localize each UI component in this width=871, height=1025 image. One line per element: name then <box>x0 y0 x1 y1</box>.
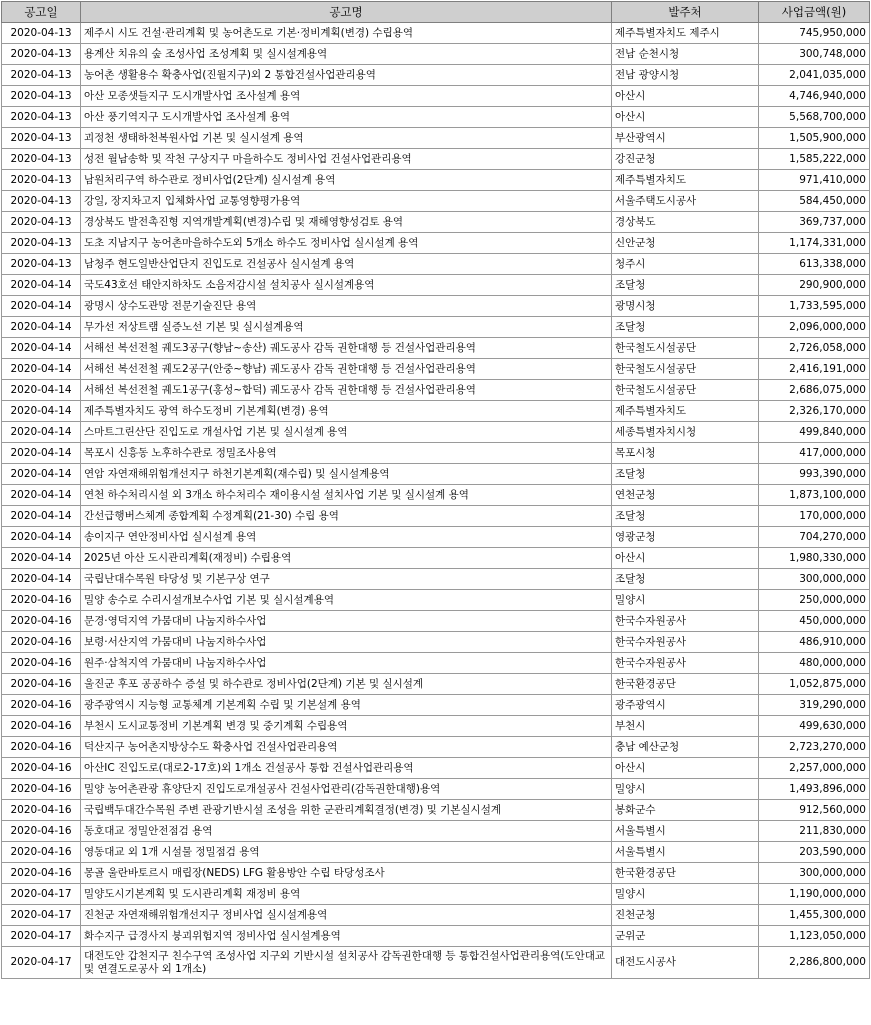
table-row[interactable] <box>2 716 870 737</box>
cell-amount[interactable]: 2,723,270,000 <box>759 737 870 758</box>
cell-client[interactable]: 청주시 <box>612 254 759 275</box>
table-row[interactable] <box>2 905 870 926</box>
cell-title[interactable]: 화수지구 급경사지 붕괴위험지역 정비사업 실시설계용역 <box>81 926 612 947</box>
announcement-table <box>1 1 870 979</box>
cell-title[interactable]: 남원처리구역 하수관로 정비사업(2단계) 실시설계 용역 <box>81 170 612 191</box>
cell-date[interactable]: 2020-04-16 <box>2 758 81 779</box>
cell-title[interactable]: 2025년 아산 도시관리계획(재정비) 수립용역 <box>81 548 612 569</box>
table-row[interactable] <box>2 443 870 464</box>
cell-amount[interactable]: 1,455,300,000 <box>759 905 870 926</box>
cell-amount[interactable]: 450,000,000 <box>759 611 870 632</box>
cell-title[interactable]: 밀양 농어촌관광 휴양단지 진입도로개설공사 건설사업관리(감독권한대행)용역 <box>81 779 612 800</box>
cell-client[interactable]: 조달청 <box>612 464 759 485</box>
cell-client[interactable]: 아산시 <box>612 548 759 569</box>
cell-date[interactable]: 2020-04-16 <box>2 632 81 653</box>
cell-amount[interactable]: 704,270,000 <box>759 527 870 548</box>
table-row[interactable] <box>2 65 870 86</box>
cell-amount[interactable]: 1,123,050,000 <box>759 926 870 947</box>
cell-date[interactable]: 2020-04-14 <box>2 401 81 422</box>
cell-client[interactable]: 조달청 <box>612 569 759 590</box>
table-row[interactable] <box>2 842 870 863</box>
cell-date[interactable]: 2020-04-14 <box>2 569 81 590</box>
table-row[interactable] <box>2 590 870 611</box>
cell-client[interactable]: 충남 예산군청 <box>612 737 759 758</box>
cell-client[interactable]: 부산광역시 <box>612 128 759 149</box>
table-row[interactable] <box>2 23 870 44</box>
cell-date[interactable]: 2020-04-13 <box>2 233 81 254</box>
table-row[interactable] <box>2 296 870 317</box>
cell-title[interactable]: 용계산 치유의 숲 조성사업 조성계획 및 실시설계용역 <box>81 44 612 65</box>
table-row[interactable] <box>2 401 870 422</box>
cell-title[interactable]: 아산IC 진입도로(대로2-17호)외 1개소 건설공사 통합 건설사업관리용역 <box>81 758 612 779</box>
cell-title[interactable]: 연천 하수처리시설 외 3개소 하수처리수 재이용시설 설치사업 기본 및 실시설계 용역 <box>81 485 612 506</box>
cell-date[interactable]: 2020-04-13 <box>2 65 81 86</box>
cell-date[interactable]: 2020-04-16 <box>2 779 81 800</box>
header-client[interactable]: 발주처 <box>612 2 759 23</box>
cell-client[interactable]: 밀양시 <box>612 590 759 611</box>
cell-title[interactable]: 강일, 장지차고지 입체화사업 교통영향평가용역 <box>81 191 612 212</box>
cell-client[interactable]: 한국수자원공사 <box>612 632 759 653</box>
cell-date[interactable]: 2020-04-14 <box>2 506 81 527</box>
cell-date[interactable]: 2020-04-14 <box>2 296 81 317</box>
cell-amount[interactable]: 300,000,000 <box>759 863 870 884</box>
table-row[interactable] <box>2 506 870 527</box>
cell-date[interactable]: 2020-04-13 <box>2 212 81 233</box>
table-row[interactable] <box>2 317 870 338</box>
cell-client[interactable]: 서울특별시 <box>612 821 759 842</box>
cell-title[interactable]: 남청주 현도일반산업단지 진입도로 건설공사 실시설계 용역 <box>81 254 612 275</box>
cell-amount[interactable]: 290,900,000 <box>759 275 870 296</box>
table-row[interactable] <box>2 758 870 779</box>
table-header <box>2 2 870 23</box>
cell-client[interactable]: 제주특별자치도 <box>612 401 759 422</box>
cell-client[interactable]: 아산시 <box>612 758 759 779</box>
cell-date[interactable]: 2020-04-13 <box>2 191 81 212</box>
cell-title[interactable]: 농어촌 생활용수 확충사업(진월지구)외 2 통합건설사업관리용역 <box>81 65 612 86</box>
cell-client[interactable]: 밀양시 <box>612 779 759 800</box>
cell-title[interactable]: 서해선 복선전철 궤도3공구(향남~송산) 궤도공사 감독 권한대행 등 건설사업관리용역 <box>81 338 612 359</box>
cell-amount[interactable]: 1,505,900,000 <box>759 128 870 149</box>
cell-title[interactable]: 간선급행버스체계 종합계획 수정계획(21-30) 수립 용역 <box>81 506 612 527</box>
table-row[interactable] <box>2 422 870 443</box>
table-row[interactable] <box>2 191 870 212</box>
cell-amount[interactable]: 300,000,000 <box>759 569 870 590</box>
cell-date[interactable]: 2020-04-14 <box>2 422 81 443</box>
cell-client[interactable]: 아산시 <box>612 107 759 128</box>
cell-title[interactable]: 밀양 송수로 수리시설개보수사업 기본 및 실시설계용역 <box>81 590 612 611</box>
cell-client[interactable]: 경상북도 <box>612 212 759 233</box>
cell-amount[interactable]: 203,590,000 <box>759 842 870 863</box>
cell-title[interactable]: 문경·영덕지역 가뭄대비 나눔지하수사업 <box>81 611 612 632</box>
cell-date[interactable]: 2020-04-14 <box>2 317 81 338</box>
cell-title[interactable]: 무가선 저상트램 실증노선 기본 및 실시설계용역 <box>81 317 612 338</box>
cell-date[interactable]: 2020-04-13 <box>2 44 81 65</box>
cell-title[interactable]: 대전도안 갑천지구 친수구역 조성사업 지구외 기반시설 설치공사 감독권한대행 등 통합건설사업관리용역(도안대교 및 연결도로공사 외 1개소) <box>81 947 612 979</box>
cell-client[interactable]: 강진군청 <box>612 149 759 170</box>
cell-amount[interactable]: 1,493,896,000 <box>759 779 870 800</box>
cell-amount[interactable]: 993,390,000 <box>759 464 870 485</box>
table-row[interactable] <box>2 947 870 979</box>
cell-date[interactable]: 2020-04-17 <box>2 947 81 979</box>
table-row[interactable] <box>2 380 870 401</box>
cell-title[interactable]: 영동대교 외 1개 시설물 정밀점검 용역 <box>81 842 612 863</box>
cell-title[interactable]: 동호대교 정밀안전점검 용역 <box>81 821 612 842</box>
cell-amount[interactable]: 912,560,000 <box>759 800 870 821</box>
table-row[interactable] <box>2 44 870 65</box>
table-row[interactable] <box>2 695 870 716</box>
cell-title[interactable]: 몽골 울란바토르시 매립장(NEDS) LFG 활용방안 수립 타당성조사 <box>81 863 612 884</box>
cell-date[interactable]: 2020-04-16 <box>2 842 81 863</box>
cell-date[interactable]: 2020-04-14 <box>2 359 81 380</box>
cell-client[interactable]: 광명시청 <box>612 296 759 317</box>
cell-date[interactable]: 2020-04-16 <box>2 821 81 842</box>
cell-amount[interactable]: 319,290,000 <box>759 695 870 716</box>
cell-date[interactable]: 2020-04-17 <box>2 884 81 905</box>
cell-amount[interactable]: 486,910,000 <box>759 632 870 653</box>
table-row[interactable] <box>2 779 870 800</box>
cell-title[interactable]: 국립백두대간수목원 주변 관광기반시설 조성을 위한 군관리계획결정(변경) 및 기본실시설계 <box>81 800 612 821</box>
cell-date[interactable]: 2020-04-13 <box>2 107 81 128</box>
cell-title[interactable]: 원주·삼척지역 가뭄대비 나눔지하수사업 <box>81 653 612 674</box>
table-row[interactable] <box>2 821 870 842</box>
cell-amount[interactable]: 1,190,000,000 <box>759 884 870 905</box>
cell-amount[interactable]: 170,000,000 <box>759 506 870 527</box>
table-row[interactable] <box>2 611 870 632</box>
cell-title[interactable]: 서해선 복선전철 궤도2공구(안중~향남) 궤도공사 감독 권한대행 등 건설사업관리용역 <box>81 359 612 380</box>
cell-amount[interactable]: 2,416,191,000 <box>759 359 870 380</box>
cell-client[interactable]: 제주특별자치도 제주시 <box>612 23 759 44</box>
header-row <box>2 2 870 23</box>
table-row[interactable] <box>2 569 870 590</box>
cell-client[interactable]: 신안군청 <box>612 233 759 254</box>
table-row[interactable] <box>2 107 870 128</box>
cell-title[interactable]: 울진군 후포 공공하수 증설 및 하수관로 정비사업(2단계) 기본 및 실시설계 <box>81 674 612 695</box>
cell-amount[interactable]: 2,686,075,000 <box>759 380 870 401</box>
cell-title[interactable]: 도초 지남지구 농어촌마을하수도외 5개소 하수도 정비사업 실시설계 용역 <box>81 233 612 254</box>
header-title[interactable]: 공고명 <box>81 2 612 23</box>
cell-client[interactable]: 연천군청 <box>612 485 759 506</box>
cell-client[interactable]: 서울주택도시공사 <box>612 191 759 212</box>
cell-date[interactable]: 2020-04-16 <box>2 716 81 737</box>
cell-client[interactable]: 진천군청 <box>612 905 759 926</box>
header-date[interactable]: 공고일 <box>2 2 81 23</box>
table-row[interactable] <box>2 464 870 485</box>
cell-date[interactable]: 2020-04-14 <box>2 464 81 485</box>
table-row[interactable] <box>2 653 870 674</box>
table-row[interactable] <box>2 632 870 653</box>
cell-date[interactable]: 2020-04-16 <box>2 800 81 821</box>
cell-amount[interactable]: 2,041,035,000 <box>759 65 870 86</box>
cell-date[interactable]: 2020-04-16 <box>2 695 81 716</box>
cell-amount[interactable]: 2,257,000,000 <box>759 758 870 779</box>
table-row[interactable] <box>2 233 870 254</box>
cell-date[interactable]: 2020-04-13 <box>2 23 81 44</box>
cell-client[interactable]: 군위군 <box>612 926 759 947</box>
cell-date[interactable]: 2020-04-16 <box>2 611 81 632</box>
cell-date[interactable]: 2020-04-14 <box>2 443 81 464</box>
cell-client[interactable]: 세종특별자치시청 <box>612 422 759 443</box>
cell-title[interactable]: 보령·서산지역 가뭄대비 나눔지하수사업 <box>81 632 612 653</box>
cell-amount[interactable]: 2,726,058,000 <box>759 338 870 359</box>
cell-client[interactable]: 서울특별시 <box>612 842 759 863</box>
cell-amount[interactable]: 5,568,700,000 <box>759 107 870 128</box>
cell-amount[interactable]: 1,052,875,000 <box>759 674 870 695</box>
cell-client[interactable]: 한국환경공단 <box>612 674 759 695</box>
cell-amount[interactable]: 499,630,000 <box>759 716 870 737</box>
cell-date[interactable]: 2020-04-17 <box>2 926 81 947</box>
cell-amount[interactable]: 250,000,000 <box>759 590 870 611</box>
table-row[interactable] <box>2 926 870 947</box>
cell-title[interactable]: 괴정천 생태하천복원사업 기본 및 실시설계 용역 <box>81 128 612 149</box>
cell-title[interactable]: 연암 자연재해위험개선지구 하천기본계획(재수립) 및 실시설계용역 <box>81 464 612 485</box>
cell-title[interactable]: 서해선 복선전철 궤도1공구(홍성~합덕) 궤도공사 감독 권한대행 등 건설사업관리용역 <box>81 380 612 401</box>
cell-date[interactable]: 2020-04-14 <box>2 527 81 548</box>
cell-title[interactable]: 광주광역시 지능형 교통체계 기본계획 수립 및 기본설계 용역 <box>81 695 612 716</box>
cell-title[interactable]: 송이지구 연안정비사업 실시설계 용역 <box>81 527 612 548</box>
cell-client[interactable]: 봉화군수 <box>612 800 759 821</box>
cell-title[interactable]: 제주시 시도 건설·관리계획 및 농어촌도로 기본·정비계획(변경) 수립용역 <box>81 23 612 44</box>
table-row[interactable] <box>2 359 870 380</box>
cell-client[interactable]: 전남 광양시청 <box>612 65 759 86</box>
cell-title[interactable]: 성전 월남송학 및 작천 구상지구 마을하수도 정비사업 건설사업관리용역 <box>81 149 612 170</box>
cell-amount[interactable]: 1,174,331,000 <box>759 233 870 254</box>
table-row[interactable] <box>2 548 870 569</box>
cell-date[interactable]: 2020-04-14 <box>2 380 81 401</box>
cell-amount[interactable]: 1,585,222,000 <box>759 149 870 170</box>
cell-amount[interactable]: 1,873,100,000 <box>759 485 870 506</box>
cell-client[interactable]: 영광군청 <box>612 527 759 548</box>
table-row[interactable] <box>2 737 870 758</box>
cell-title[interactable]: 진천군 자연재해위험개선지구 정비사업 실시설계용역 <box>81 905 612 926</box>
cell-amount[interactable]: 1,733,595,000 <box>759 296 870 317</box>
table-row[interactable] <box>2 527 870 548</box>
announcement-table-container <box>1 1 869 979</box>
cell-date[interactable]: 2020-04-14 <box>2 485 81 506</box>
cell-date[interactable]: 2020-04-16 <box>2 590 81 611</box>
header-amount[interactable]: 사업금액(원) <box>759 2 870 23</box>
cell-amount[interactable]: 480,000,000 <box>759 653 870 674</box>
cell-amount[interactable]: 613,338,000 <box>759 254 870 275</box>
table-row[interactable] <box>2 149 870 170</box>
cell-amount[interactable]: 584,450,000 <box>759 191 870 212</box>
cell-title[interactable]: 제주특별자치도 광역 하수도정비 기본계획(변경) 용역 <box>81 401 612 422</box>
cell-date[interactable]: 2020-04-13 <box>2 128 81 149</box>
cell-date[interactable]: 2020-04-14 <box>2 338 81 359</box>
cell-title[interactable]: 국립난대수목원 타당성 및 기본구상 연구 <box>81 569 612 590</box>
cell-amount[interactable]: 1,980,330,000 <box>759 548 870 569</box>
cell-date[interactable]: 2020-04-16 <box>2 674 81 695</box>
cell-date[interactable]: 2020-04-13 <box>2 254 81 275</box>
cell-amount[interactable]: 2,326,170,000 <box>759 401 870 422</box>
cell-date[interactable]: 2020-04-14 <box>2 275 81 296</box>
cell-title[interactable]: 경상북도 발전촉진형 지역개발계획(변경)수립 및 재해영향성검토 용역 <box>81 212 612 233</box>
table-row[interactable] <box>2 884 870 905</box>
cell-client[interactable]: 제주특별자치도 <box>612 170 759 191</box>
cell-client[interactable]: 목포시청 <box>612 443 759 464</box>
cell-amount[interactable]: 300,748,000 <box>759 44 870 65</box>
cell-amount[interactable]: 2,286,800,000 <box>759 947 870 979</box>
cell-amount[interactable]: 4,746,940,000 <box>759 86 870 107</box>
table-row[interactable] <box>2 485 870 506</box>
table-row[interactable] <box>2 275 870 296</box>
cell-date[interactable]: 2020-04-16 <box>2 863 81 884</box>
table-row[interactable] <box>2 128 870 149</box>
cell-amount[interactable]: 499,840,000 <box>759 422 870 443</box>
cell-client[interactable]: 한국환경공단 <box>612 863 759 884</box>
cell-client[interactable]: 한국철도시설공단 <box>612 338 759 359</box>
cell-amount[interactable]: 2,096,000,000 <box>759 317 870 338</box>
cell-client[interactable]: 한국수자원공사 <box>612 611 759 632</box>
cell-title[interactable]: 아산 모종샛들지구 도시개발사업 조사설계 용역 <box>81 86 612 107</box>
cell-date[interactable]: 2020-04-13 <box>2 170 81 191</box>
cell-amount[interactable]: 211,830,000 <box>759 821 870 842</box>
table-row[interactable] <box>2 800 870 821</box>
cell-date[interactable]: 2020-04-13 <box>2 86 81 107</box>
cell-client[interactable]: 한국수자원공사 <box>612 653 759 674</box>
cell-client[interactable]: 조달청 <box>612 317 759 338</box>
table-row[interactable] <box>2 170 870 191</box>
cell-client[interactable]: 아산시 <box>612 86 759 107</box>
table-row[interactable] <box>2 863 870 884</box>
cell-title[interactable]: 스마트그린산단 진입도로 개설사업 기본 및 실시설계 용역 <box>81 422 612 443</box>
table-row[interactable] <box>2 338 870 359</box>
cell-title[interactable]: 국도43호선 태안지하차도 소음저감시설 설치공사 실시설계용역 <box>81 275 612 296</box>
cell-title[interactable]: 목포시 신흥동 노후하수관로 정밀조사용역 <box>81 443 612 464</box>
table-row[interactable] <box>2 86 870 107</box>
cell-amount[interactable]: 369,737,000 <box>759 212 870 233</box>
table-body <box>2 23 870 979</box>
cell-date[interactable]: 2020-04-17 <box>2 905 81 926</box>
cell-amount[interactable]: 745,950,000 <box>759 23 870 44</box>
table-row[interactable] <box>2 254 870 275</box>
cell-amount[interactable]: 971,410,000 <box>759 170 870 191</box>
cell-title[interactable]: 밀양도시기본계획 및 도시관리계획 재정비 용역 <box>81 884 612 905</box>
table-row[interactable] <box>2 674 870 695</box>
cell-client[interactable]: 밀양시 <box>612 884 759 905</box>
cell-title[interactable]: 덕산지구 농어촌지방상수도 확충사업 건설사업관리용역 <box>81 737 612 758</box>
cell-client[interactable]: 부천시 <box>612 716 759 737</box>
cell-date[interactable]: 2020-04-16 <box>2 737 81 758</box>
cell-client[interactable]: 대전도시공사 <box>612 947 759 979</box>
cell-client[interactable]: 조달청 <box>612 275 759 296</box>
cell-date[interactable]: 2020-04-13 <box>2 149 81 170</box>
cell-client[interactable]: 한국철도시설공단 <box>612 380 759 401</box>
cell-client[interactable]: 전남 순천시청 <box>612 44 759 65</box>
cell-title[interactable]: 아산 풍기역지구 도시개발사업 조사설계 용역 <box>81 107 612 128</box>
cell-client[interactable]: 한국철도시설공단 <box>612 359 759 380</box>
cell-title[interactable]: 광명시 상수도관망 전문기술진단 용역 <box>81 296 612 317</box>
cell-client[interactable]: 광주광역시 <box>612 695 759 716</box>
table-row[interactable] <box>2 212 870 233</box>
cell-title[interactable]: 부천시 도시교통정비 기본계획 변경 및 중기계획 수립용역 <box>81 716 612 737</box>
cell-date[interactable]: 2020-04-14 <box>2 548 81 569</box>
cell-amount[interactable]: 417,000,000 <box>759 443 870 464</box>
cell-client[interactable]: 조달청 <box>612 506 759 527</box>
cell-date[interactable]: 2020-04-16 <box>2 653 81 674</box>
